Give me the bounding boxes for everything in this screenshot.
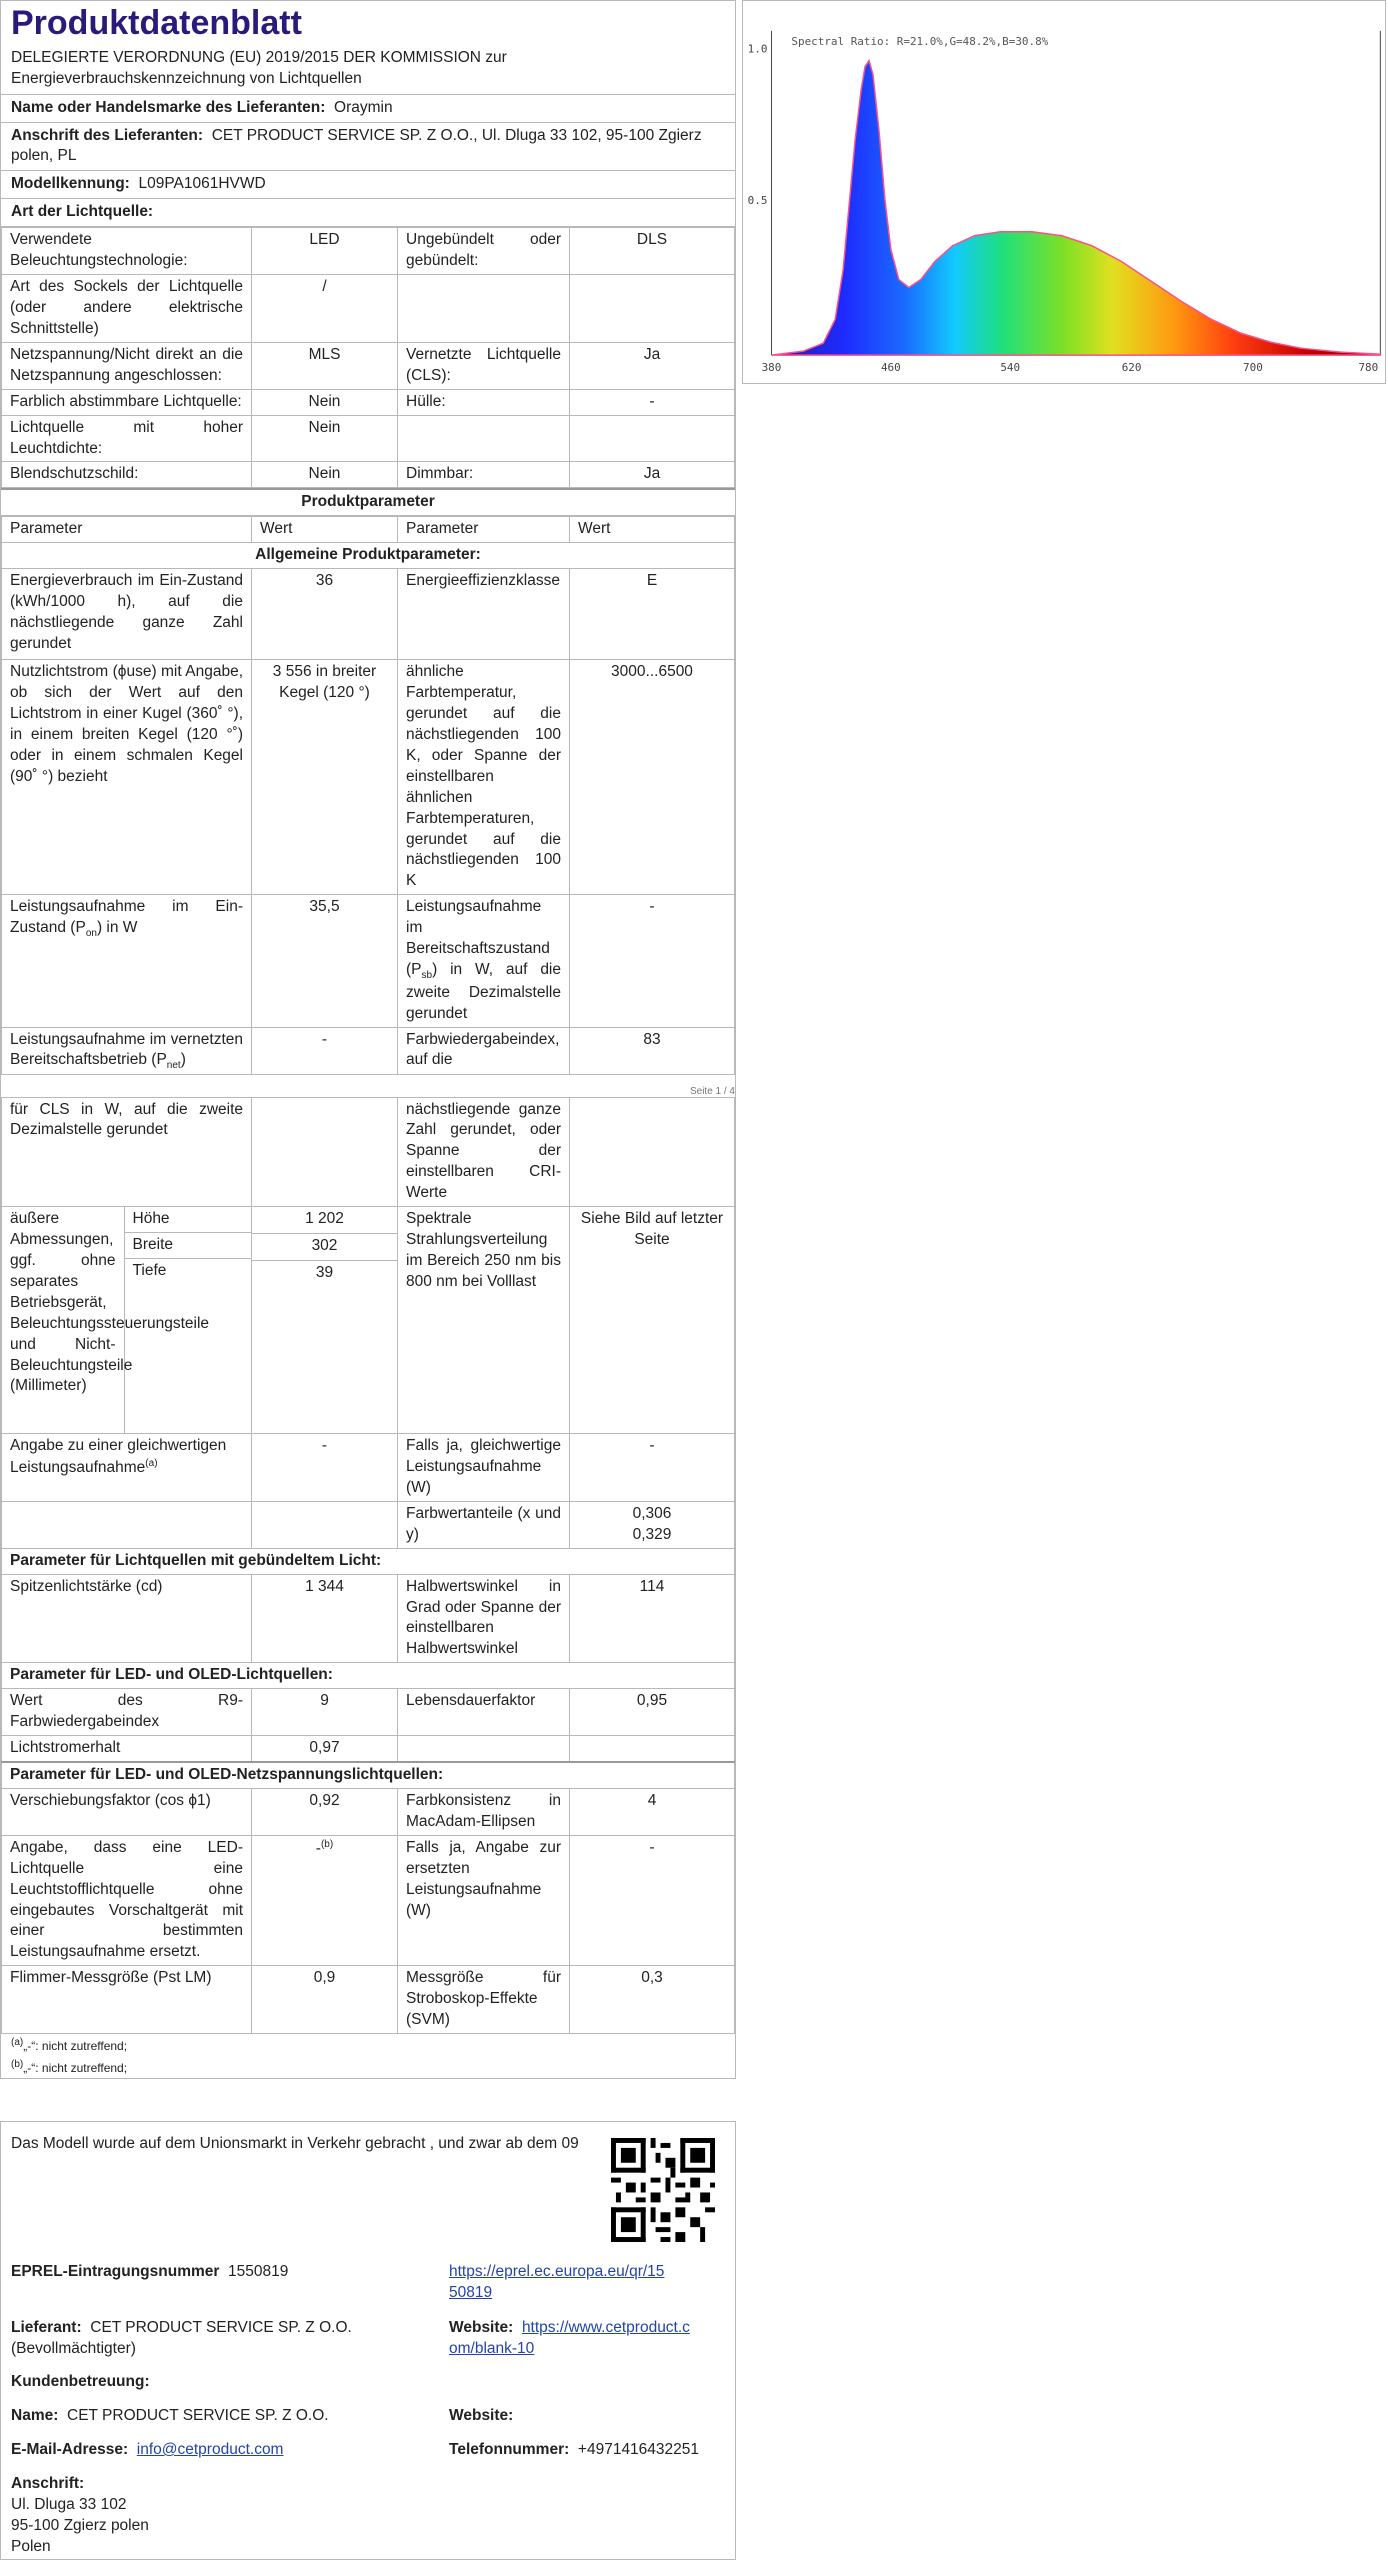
table-row: [2, 1501, 735, 1548]
email-row: [11, 2440, 283, 2461]
table-row: [2, 1835, 735, 1966]
table-cell: -: [570, 1434, 735, 1502]
chroma-y: 0,329: [632, 1525, 672, 1543]
section-row: [2, 1548, 735, 1574]
address-line: Polen: [11, 2537, 51, 2555]
footnote-b-mark: (b): [11, 2059, 24, 2071]
table-cell: [398, 1027, 570, 1074]
table-cell: MLS: [252, 342, 398, 389]
replace-sup: (b): [320, 1838, 334, 1850]
eprel-link-line1[interactable]: https://eprel.ec.europa.eu/qr/15: [449, 2263, 665, 2280]
table-cell: Blendschutzschild:: [2, 462, 252, 488]
x-tick-label: 380: [761, 361, 782, 375]
table-cell: Verwendete Beleuchtungstechnologie:: [2, 228, 252, 275]
column-header: Parameter: [2, 517, 252, 543]
dim-width-value: 302: [252, 1234, 397, 1261]
website-row: [449, 2318, 719, 2360]
pon-label: Leistungsaufnahme im Ein-Zustand (P: [10, 898, 243, 937]
datasheet: [0, 0, 736, 2079]
table-cell: [398, 1736, 570, 1762]
table-cell: 4: [570, 1788, 735, 1835]
table-row: [2, 1027, 735, 1074]
email-label: E-Mail-Adresse:: [11, 2441, 129, 2458]
phone-row: [449, 2440, 699, 2461]
service-website-label: Website:: [449, 2407, 514, 2424]
table-cell: Nein: [252, 389, 398, 415]
supplier-value: CET PRODUCT SERVICE SP. Z O.O. (Bevollmächtigter): [11, 2319, 352, 2357]
directional-parameters-title: Parameter für Lichtquellen mit gebündeltem Licht:: [2, 1548, 735, 1574]
x-tick-label: 460: [880, 361, 901, 375]
table-cell: -: [570, 389, 735, 415]
table-row: [2, 569, 735, 660]
pon-sub: on: [85, 928, 97, 940]
table-row: [2, 342, 735, 389]
table-cell: [252, 1097, 398, 1207]
general-parameters-title: Allgemeine Produktparameter:: [2, 543, 735, 569]
table-cell: Netzspannung/Nicht direkt an die Netzspannung angeschlossen:: [2, 342, 252, 389]
supplier-name-value: Oraymin: [334, 98, 393, 116]
table-cell: Wert des R9-Farbwiedergabeindex: [2, 1689, 252, 1736]
supplier-address-label: Anschrift des Lieferanten:: [11, 126, 204, 144]
table-cell: [252, 1501, 398, 1548]
x-tick-label: 620: [1121, 361, 1142, 375]
website-link[interactable]: https://www.cetproduct.c: [521, 2319, 690, 2336]
column-header: Wert: [252, 517, 398, 543]
eprel-row: [11, 2262, 288, 2283]
table-cell: Dimmbar:: [398, 462, 570, 488]
eprel-link[interactable]: [449, 2262, 664, 2304]
table-cell: Nutzlichtstrom (ϕuse) mit Angabe, ob sich der Wert auf den Lichtstrom in einer Kugel (360˚ °), in einem breiten Kegel (120 °˚) oder in einem schmalen Kegel (90˚ °) bezieht: [2, 660, 252, 895]
dim-width-label: Breite: [124, 1233, 251, 1259]
table-cell: [398, 895, 570, 1027]
regulation-text: DELEGIERTE VERORDNUNG (EU) 2019/2015 DER KOMMISSION zur Energieverbrauchskennzeichnung von Lichtquellen: [11, 48, 507, 87]
table-row: [2, 462, 735, 488]
phone-label: Telefonnummer:: [449, 2441, 570, 2458]
table-cell: 83: [570, 1027, 735, 1074]
model-row: [1, 171, 735, 199]
supplier-name-row: [1, 95, 735, 123]
table-row: [2, 1574, 735, 1663]
table-cell: 0,97: [252, 1736, 398, 1762]
pnet-label: Leistungsaufnahme im vernetzten Bereitschaftsbetrieb (P: [10, 1030, 243, 1069]
x-tick-label: 700: [1243, 361, 1263, 375]
section-row: [2, 1762, 735, 1788]
table-cell: 0,92: [252, 1788, 398, 1835]
table-cell: LED: [252, 228, 398, 275]
dimensions-table: [2, 1207, 251, 1433]
table-cell: ähnliche Farbtemperatur, gerundet auf die nächstliegenden 100 K, oder Spanne der einstellbaren ähnlichen Farbtemperaturen, gerundet auf die nächstliegenden 100 K: [398, 660, 570, 895]
table-cell: Farbkonsistenz in MacAdam-Ellipsen: [398, 1788, 570, 1835]
psb-sub: sb: [421, 970, 433, 982]
eprel-link-line2[interactable]: 50819: [449, 2283, 493, 2301]
eprel-value: 1550819: [228, 2263, 289, 2280]
table-cell: Verschiebungsfaktor (cos ϕ1): [2, 1788, 252, 1835]
table-cell: -: [252, 1434, 398, 1502]
table-cell: DLS: [570, 228, 735, 275]
table-cell: [2, 895, 252, 1027]
column-header: Wert: [570, 517, 735, 543]
table-cell: Hülle:: [398, 389, 570, 415]
psb-label: Leistungsaufnahme im Bereitschaftszustand (P: [406, 898, 550, 979]
page-break: [1, 1075, 735, 1097]
table-cell: Lichtstromerhalt: [2, 1736, 252, 1762]
section-row: [2, 543, 735, 569]
table-cell: /: [252, 275, 398, 343]
address-line: 95-100 Zgierz polen: [11, 2516, 149, 2534]
table-cell: 9: [252, 1689, 398, 1736]
table-row: [2, 275, 735, 343]
table-cell: Messgröße für Stroboskop-Effekte (SVM): [398, 1966, 570, 2034]
registration-box: [0, 2121, 736, 2560]
table-row: [2, 1207, 251, 1232]
supplier-row: [11, 2318, 436, 2360]
table-cell: Farblich abstimmbare Lichtquelle:: [2, 389, 252, 415]
table-cell: 36: [252, 569, 398, 660]
table-cell: Vernetzte Lichtquelle (CLS):: [398, 342, 570, 389]
supplier-name-label: Name oder Handelsmarke des Lieferanten:: [11, 98, 326, 116]
address-label: Anschrift:: [11, 2475, 85, 2492]
table-cell: 3 556 in breiter Kegel (120 °): [252, 660, 398, 895]
market-text: Das Modell wurde auf dem Unionsmarkt in Verkehr gebracht , und zwar ab dem 09: [11, 2135, 579, 2152]
table-cell: Farbwertanteile (x und y): [398, 1501, 570, 1548]
product-parameters-title: Produktparameter: [1, 488, 735, 516]
table-row: [2, 1788, 735, 1835]
dim-height-label: Höhe: [124, 1207, 251, 1232]
footnote-b: [1, 2056, 735, 2078]
pon-label-end: ) in W: [96, 919, 138, 937]
table-cell: [570, 415, 735, 462]
model-value: L09PA1061HVWD: [138, 175, 266, 193]
table-cell: [570, 1501, 735, 1548]
table-cell: Siehe Bild auf letzter Seite: [570, 1207, 735, 1434]
service-name-value: CET PRODUCT SERVICE SP. Z O.O.: [67, 2407, 329, 2424]
column-header: Parameter: [398, 517, 570, 543]
table-cell: 1 344: [252, 1574, 398, 1663]
table-cell: Energieverbrauch im Ein-Zustand (kWh/1000 h), auf die nächstliegende ganze Zahl gerundet: [2, 569, 252, 660]
table-cell: 0,3: [570, 1966, 735, 2034]
table-cell: [570, 1097, 735, 1207]
table-cell: 0,95: [570, 1689, 735, 1736]
footnote-a: [1, 2034, 735, 2056]
table-row: [2, 895, 735, 1027]
website-label: Website:: [449, 2319, 514, 2336]
spectrum-svg: [743, 1, 1385, 383]
datasheet-header: [1, 1, 735, 95]
table-cell: Ja: [570, 342, 735, 389]
table-row: [2, 1689, 735, 1736]
eprel-label: EPREL-Eintragungsnummer: [11, 2263, 220, 2280]
dim-depth-value: 39: [315, 1264, 334, 1282]
table-cell: Art des Sockels der Lichtquelle (oder andere elektrische Schnittstelle): [2, 275, 252, 343]
table-cell: [398, 275, 570, 343]
table-cell: -: [252, 1027, 398, 1074]
table-cell: für CLS in W, auf die zweite Dezimalstelle gerundet: [2, 1097, 252, 1207]
table-cell: E: [570, 569, 735, 660]
table-cell: Nein: [252, 462, 398, 488]
replace-value: -: [315, 1839, 321, 1857]
table-cell: [2, 1434, 252, 1502]
table-row: [2, 415, 735, 462]
equiv-sup: (a): [145, 1458, 158, 1470]
dim-height-value: 1 202: [252, 1207, 397, 1234]
address-line: Ul. Dluga 33 102: [11, 2495, 127, 2513]
product-parameters-table-continued: [1, 1097, 735, 2035]
table-cell: Ja: [570, 462, 735, 488]
table-cell: [570, 1736, 735, 1762]
page-number: Seite 1 / 4: [689, 1085, 735, 1097]
table-row: [2, 389, 735, 415]
section-row: [2, 1663, 735, 1689]
table-cell: Nein: [252, 415, 398, 462]
page-title: Produktdatenblatt: [11, 4, 302, 42]
email-link[interactable]: info@cetproduct.com: [136, 2441, 284, 2458]
table-cell: Falls ja, gleichwertige Leistungsaufnahme (W): [398, 1434, 570, 1502]
table-row: [2, 1434, 735, 1502]
table-row: [2, 660, 735, 895]
table-cell: nächstliegende ganze Zahl gerundet, oder Spanne der einstellbaren CRI-Werte: [398, 1097, 570, 1207]
table-cell: Lebensdauerfaktor: [398, 1689, 570, 1736]
table-cell: [252, 1835, 398, 1966]
spectrum-curve: [772, 61, 1381, 355]
dimensions-values-cell: [252, 1207, 398, 1434]
table-row: [2, 228, 735, 275]
pnet-sub: net: [166, 1060, 181, 1072]
table-cell: -: [570, 895, 735, 1027]
led-parameters-title: Parameter für LED- und OLED-Lichtquellen:: [2, 1663, 735, 1689]
dimensions-cell: [2, 1207, 252, 1434]
qr-code-icon: [611, 2138, 715, 2242]
table-row: [2, 1097, 735, 1207]
table-cell: 114: [570, 1574, 735, 1663]
address-block: [11, 2474, 149, 2558]
pnet-label-end: ): [180, 1051, 186, 1069]
table-row: [2, 1966, 735, 2034]
dim-depth-label: Tiefe: [132, 1261, 167, 1279]
footnote-a-mark: (a): [11, 2037, 24, 2049]
table-row: [2, 1736, 735, 1762]
service-name-row: [11, 2406, 329, 2427]
table-cell: [398, 415, 570, 462]
mains-parameters-title: Parameter für LED- und OLED-Netzspannungslichtquellen:: [2, 1762, 735, 1788]
light-source-type-table: [1, 227, 735, 488]
table-cell: 0,9: [252, 1966, 398, 2034]
table-cell: -: [570, 1835, 735, 1966]
supplier-label: Lieferant:: [11, 2319, 82, 2336]
table-row: [2, 1207, 735, 1434]
website-link-line2[interactable]: om/blank-10: [449, 2339, 535, 2357]
product-parameters-table: [1, 516, 735, 1074]
supplier-address-row: [1, 123, 735, 172]
footnote-a-text: „-“: nicht zutreffend;: [23, 2039, 128, 2054]
x-tick-label: 540: [1000, 361, 1021, 375]
table-cell: 35,5: [252, 895, 398, 1027]
psb-label-end: ) in W, auf die zweite Dezimalstelle gerundet: [406, 961, 561, 1022]
phone-value: +4971416432251: [577, 2441, 700, 2458]
chroma-x: 0,306: [632, 1504, 672, 1522]
table-cell: Halbwertswinkel in Grad oder Spanne der einstellbaren Halbwertswinkel: [398, 1574, 570, 1663]
footnote-b-text: „-“: nicht zutreffend;: [23, 2061, 128, 2076]
table-cell: Flimmer-Messgröße (Pst LM): [2, 1966, 252, 2034]
cri-label: Farbwiedergabeindex, auf die: [406, 1030, 560, 1069]
table-cell: Falls ja, Angabe zur ersetzten Leistungsaufnahme (W): [398, 1835, 570, 1966]
x-tick-label: 780: [1358, 361, 1379, 375]
customer-service-label: Kundenbetreuung:: [11, 2373, 150, 2390]
model-label: Modellkennung:: [11, 175, 130, 193]
table-cell: Spektrale Strahlungsverteilung im Bereich 250 nm bis 800 nm bei Volllast: [398, 1207, 570, 1434]
table-cell: [2, 1501, 252, 1548]
table-cell: Angabe, dass eine LED-Lichtquelle eine Leuchtstofflichtquelle ohne eingebautes Vorschaltgerät mit einer bestimmten Leistungsaufnahme ersetzt.: [2, 1835, 252, 1966]
table-cell: Lichtquelle mit hoher Leuchtdichte:: [2, 415, 252, 462]
table-cell: Spitzenlichtstärke (cd): [2, 1574, 252, 1663]
spectrum-title: Spectral Ratio: R=21.0%,G=48.2%,B=30.8%: [791, 34, 1049, 48]
y-tick-label: 0.5: [747, 193, 768, 207]
table-cell: [570, 275, 735, 343]
table-cell: Ungebündelt oder gebündelt:: [398, 228, 570, 275]
light-source-type-title: Art der Lichtquelle:: [1, 199, 735, 227]
spectrum-image: [742, 0, 1386, 384]
table-header-row: [2, 517, 735, 543]
table-cell: Energieeffizienzklasse: [398, 569, 570, 660]
equiv-label: Angabe zu einer gleichwertigen Leistungsaufnahme: [10, 1437, 227, 1477]
table-cell: 3000...6500: [570, 660, 735, 895]
dimensions-label: äußere Abmessungen, ggf. ohne separates Betriebsgerät, Beleuchtungssteuerungsteile und Nicht-Beleuchtungsteile (Millimeter): [2, 1207, 124, 1433]
supplier-address-value: CET PRODUCT SERVICE SP. Z O.O., Ul. Dluga 33 102, 95-100 Zgierz polen, PL: [11, 126, 702, 165]
service-name-label: Name:: [11, 2407, 59, 2424]
y-tick-label: 1.0: [747, 42, 768, 56]
table-cell: [2, 1027, 252, 1074]
